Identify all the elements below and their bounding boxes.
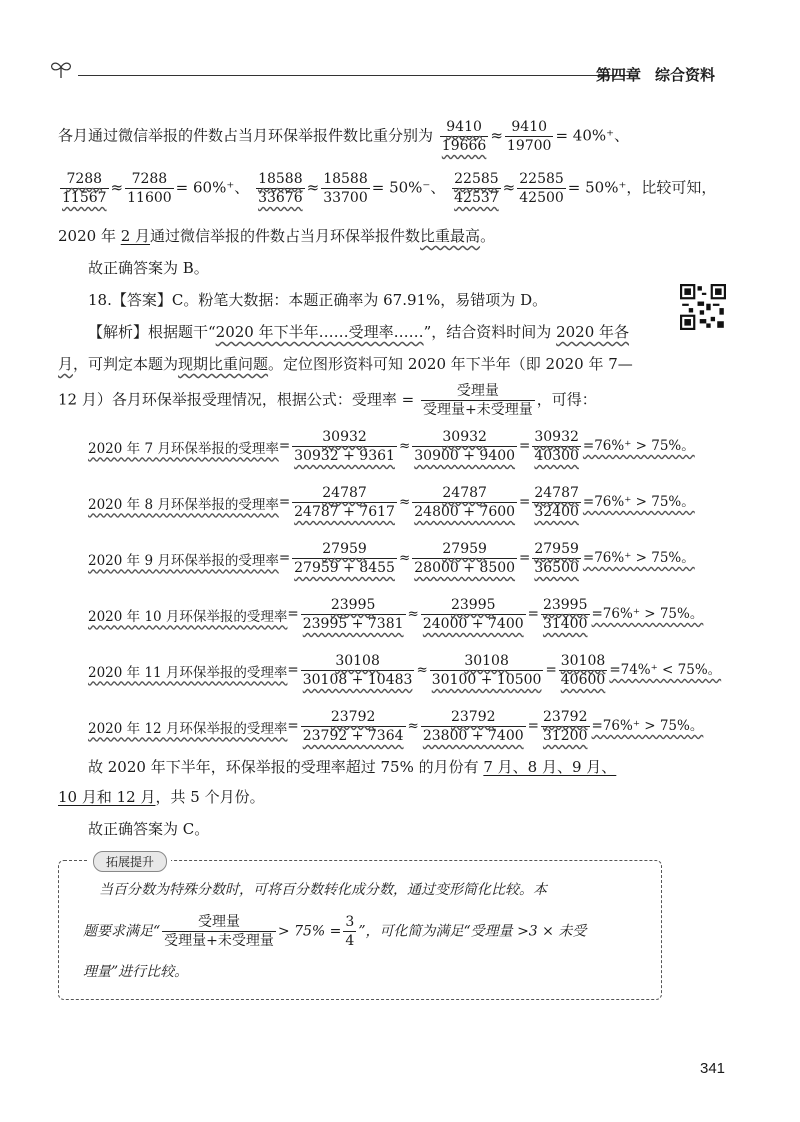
denominator: 27959 + 8455 <box>294 560 395 576</box>
denominator: 受理量+未受理量 <box>164 933 274 949</box>
fraction <box>292 428 397 465</box>
paragraph-wechat-ratio: 各月通过微信举报的件数占当月环保举报件数比重分别为 $\frac{9410}{19666}$ ≈ $\frac{9410}{19700}$ = 40%⁺、 <box>58 119 630 154</box>
denominator: 24787 + 7617 <box>294 504 395 520</box>
summary-line <box>58 786 265 807</box>
numerator: 30108 <box>560 653 606 669</box>
denominator: 32400 <box>534 504 579 520</box>
text: ，可得： <box>536 390 597 409</box>
calc-result: =76%⁺ > 75%。 <box>591 606 704 622</box>
numerator: 9410 <box>505 118 554 137</box>
text: 7 月、8 月、9 月、 <box>483 758 617 776</box>
fraction <box>541 708 590 745</box>
numerator: 27959 <box>534 541 579 557</box>
text: = 50%⁺，比较可知， <box>567 178 717 197</box>
fraction <box>292 540 397 577</box>
numerator: 24787 <box>412 484 517 503</box>
denominator: 23792 + 7364 <box>302 728 404 744</box>
denominator: 11567 <box>62 190 107 206</box>
text: 比重最高 <box>420 227 481 245</box>
numerator: 30108 <box>430 652 544 671</box>
numerator: 23792 <box>542 709 588 725</box>
calc-result: =76%⁺ > 75%。 <box>582 550 695 566</box>
analysis-line <box>88 320 629 344</box>
fraction <box>301 652 415 689</box>
denominator: 40300 <box>534 448 579 464</box>
fraction <box>452 170 501 207</box>
denominator: 31400 <box>542 616 588 632</box>
text: = 60%⁺、 <box>175 178 250 197</box>
text: 2 月 <box>120 227 151 245</box>
numerator: 22585 <box>454 171 499 187</box>
text: 2020 年下半年……受理率…… <box>215 323 424 341</box>
fraction <box>321 170 370 207</box>
fraction <box>532 428 581 465</box>
fraction <box>292 484 397 521</box>
fraction <box>559 652 608 689</box>
text: 。 <box>480 227 496 245</box>
numerator: 30932 <box>292 428 397 447</box>
text: 。定位图形资料可知 2020 年下半年（即 2020 年 7— <box>268 355 633 373</box>
denominator: 30108 + 10483 <box>302 672 413 688</box>
calc-label: 2020 年 7 月环保举报的受理率 <box>88 440 279 457</box>
chapter-name: 综合资料 <box>655 66 716 84</box>
formula-line <box>58 382 597 419</box>
paragraph-fractions: $\frac{7288}{11567}$ ≈ $\frac{7288}{11600}$ = 60%⁺、 $\frac{18588}{33676}$ ≈ $\frac{18588}{33700}$ = 50%⁻、 $\frac{22585}{42537}$ ≈ $\frac{22585}{42500}$ = 50%⁺，比较可知， <box>62 171 717 206</box>
fraction <box>60 170 109 207</box>
tip-box <box>58 855 662 1000</box>
numerator: 30932 <box>534 429 579 445</box>
sprout-icon <box>48 58 74 80</box>
fraction <box>125 170 174 207</box>
numerator: 7288 <box>125 170 174 189</box>
denominator: 19666 <box>441 138 487 154</box>
tip-line: 当百分数为特殊分数时，可将百分数转化成分数，通过变形简化比较。本 <box>99 882 547 898</box>
numerator: 23995 <box>542 597 588 613</box>
numerator: 24787 <box>534 485 579 501</box>
denominator: 受理量+未受理量 <box>422 402 533 418</box>
calc-label: 2020 年 8 月环保举报的受理率 <box>88 496 279 513</box>
paragraph-conclusion <box>58 224 495 248</box>
calculation-row: 2020 年 11 月环保举报的受理率= $\frac{30108}{30108 + 10483}$ ≈ $\frac{30108}{30100 + 10500}$ = $\frac{30108}{40600}$ =74%⁺ < 75%。 <box>88 653 722 688</box>
calculation-row: 2020 年 9 月环保举报的受理率= $\frac{27959}{27959 + 8455}$ ≈ $\frac{27959}{28000 + 8500}$ = $\frac{27959}{36500}$ =76%⁺ > 75%。 <box>88 541 695 576</box>
text: 2020 年 <box>58 227 121 245</box>
text: = 40%⁺、 <box>555 126 630 145</box>
fraction <box>421 382 535 419</box>
fraction <box>162 913 276 950</box>
numerator: 23995 <box>301 596 406 615</box>
numerator: 3 <box>345 914 355 930</box>
text: 题要求满足“ <box>83 923 161 940</box>
text: ”，结合资料时间为 <box>423 323 557 341</box>
fraction <box>301 708 406 745</box>
denominator: 30932 + 9361 <box>294 448 395 464</box>
chapter-number: 第四章 <box>596 66 642 84</box>
fraction <box>532 484 581 521</box>
summary-line <box>88 756 616 777</box>
denominator: 40600 <box>560 672 606 688</box>
fraction <box>412 484 517 521</box>
numerator: 23792 <box>301 708 406 727</box>
text: 12 月）各月环保举报受理情况，根据公式：受理率 = <box>58 390 415 409</box>
fraction <box>412 540 517 577</box>
numerator: 7288 <box>60 170 109 189</box>
fraction <box>517 170 566 207</box>
text: 通过微信举报的件数占当月环保举报件数 <box>150 227 421 245</box>
fraction <box>532 540 581 577</box>
fraction <box>343 913 356 950</box>
tip-tag-label: 拓展提升 <box>93 851 167 872</box>
calc-label: 2020 年 9 月环保举报的受理率 <box>88 552 279 569</box>
calc-result: =76%⁺ > 75%。 <box>582 438 695 454</box>
denominator: 30900 + 9400 <box>414 448 516 464</box>
fraction <box>421 708 526 745</box>
text: 10 月和 12 月 <box>58 788 156 806</box>
fraction <box>412 428 517 465</box>
text: 【解析】根据题干“ <box>88 323 216 341</box>
denominator: 23800 + 7400 <box>422 728 524 744</box>
fraction <box>421 596 526 633</box>
numerator: 9410 <box>440 118 489 137</box>
numerator: 23792 <box>421 708 526 727</box>
fraction <box>505 118 554 155</box>
numerator: 23995 <box>421 596 526 615</box>
header-rule <box>78 75 638 76</box>
calc-result: =76%⁺ > 75%。 <box>582 494 695 510</box>
answer-c: 故正确答案为 C。 <box>88 820 210 838</box>
numerator: 受理量 <box>162 913 276 932</box>
fraction <box>541 596 590 633</box>
text: ，可判定本题为 <box>73 355 179 373</box>
tip-line: 理量”进行比较。 <box>83 964 189 980</box>
fraction <box>440 118 489 155</box>
calculation-row: 2020 年 8 月环保举报的受理率= $\frac{24787}{24787 + 7617}$ ≈ $\frac{24787}{24800 + 7600}$ = $\frac{24787}{32400}$ =76%⁺ > 75%。 <box>88 485 695 520</box>
denominator: 19700 <box>506 138 552 154</box>
fraction <box>430 652 544 689</box>
tip-line <box>83 913 586 950</box>
denominator: 42537 <box>454 190 499 206</box>
numerator: 30108 <box>301 652 415 671</box>
calculation-row: 2020 年 10 月环保举报的受理率= $\frac{23995}{23995 + 7381}$ ≈ $\frac{23995}{24000 + 7400}$ = $\frac{23995}{31400}$ =76%⁺ > 75%。 <box>88 597 704 632</box>
numerator: 30932 <box>412 428 517 447</box>
text: 故 2020 年下半年，环保举报的受理率超过 75% 的月份有 <box>88 758 484 776</box>
denominator: 11600 <box>127 190 172 206</box>
denominator: 24800 + 7600 <box>414 504 516 520</box>
calculation-row: 2020 年 12 月环保举报的受理率= $\frac{23792}{23792 + 7364}$ ≈ $\frac{23792}{23800 + 7400}$ = $\frac{23792}{31200}$ =76%⁺ > 75%。 <box>88 709 704 744</box>
denominator: 42500 <box>519 190 564 206</box>
answer-b: 故正确答案为 B。 <box>88 259 209 277</box>
text: = 50%⁻、 <box>371 178 446 197</box>
fraction <box>256 170 305 207</box>
text: 现期比重问题 <box>178 355 269 373</box>
calculation-row: 2020 年 7 月环保举报的受理率= $\frac{30932}{30932 + 9361}$ ≈ $\frac{30932}{30900 + 9400}$ = $\frac{30932}{40300}$ =76%⁺ > 75%。 <box>88 429 695 464</box>
calc-label: 2020 年 10 月环保举报的受理率 <box>88 608 288 625</box>
text: 各月通过微信举报的件数占当月环保举报件数比重分别为 <box>58 126 434 145</box>
question-18-answer: 18.【答案】C。粉笔大数据：本题正确率为 67.91%，易错项为 D。 <box>88 291 548 309</box>
numerator: 18588 <box>323 171 368 187</box>
denominator: 24000 + 7400 <box>422 616 524 632</box>
denominator: 23995 + 7381 <box>302 616 404 632</box>
numerator: 18588 <box>258 171 303 187</box>
text: 月 <box>58 355 74 373</box>
text: ”，可化简为满足“受理量 >3 × 未受 <box>358 923 587 940</box>
numerator: 27959 <box>292 540 397 559</box>
analysis-line <box>58 352 633 376</box>
text: ，共 5 个月份。 <box>155 788 265 806</box>
chapter-title <box>596 64 715 85</box>
qr-code-icon <box>680 284 726 330</box>
fraction <box>301 596 406 633</box>
text: > 75% = <box>277 923 342 940</box>
tip-tag <box>89 851 171 872</box>
denominator: 31200 <box>542 728 588 744</box>
numerator: 24787 <box>292 484 397 503</box>
calc-label: 2020 年 11 月环保举报的受理率 <box>88 664 288 681</box>
text: 2020 年各 <box>556 323 630 341</box>
calc-result: =74%⁺ < 75%。 <box>609 662 722 678</box>
numerator: 受理量 <box>421 382 535 401</box>
denominator: 33700 <box>323 190 368 206</box>
numerator: 22585 <box>519 171 564 187</box>
page-number: 341 <box>700 1060 726 1077</box>
numerator: 27959 <box>412 540 517 559</box>
calc-label: 2020 年 12 月环保举报的受理率 <box>88 720 288 737</box>
page-header <box>48 58 738 88</box>
denominator: 4 <box>345 933 355 949</box>
calc-result: =76%⁺ > 75%。 <box>591 718 704 734</box>
denominator: 28000 + 8500 <box>414 560 516 576</box>
denominator: 36500 <box>534 560 579 576</box>
denominator: 33676 <box>258 190 303 206</box>
denominator: 30100 + 10500 <box>431 672 542 688</box>
